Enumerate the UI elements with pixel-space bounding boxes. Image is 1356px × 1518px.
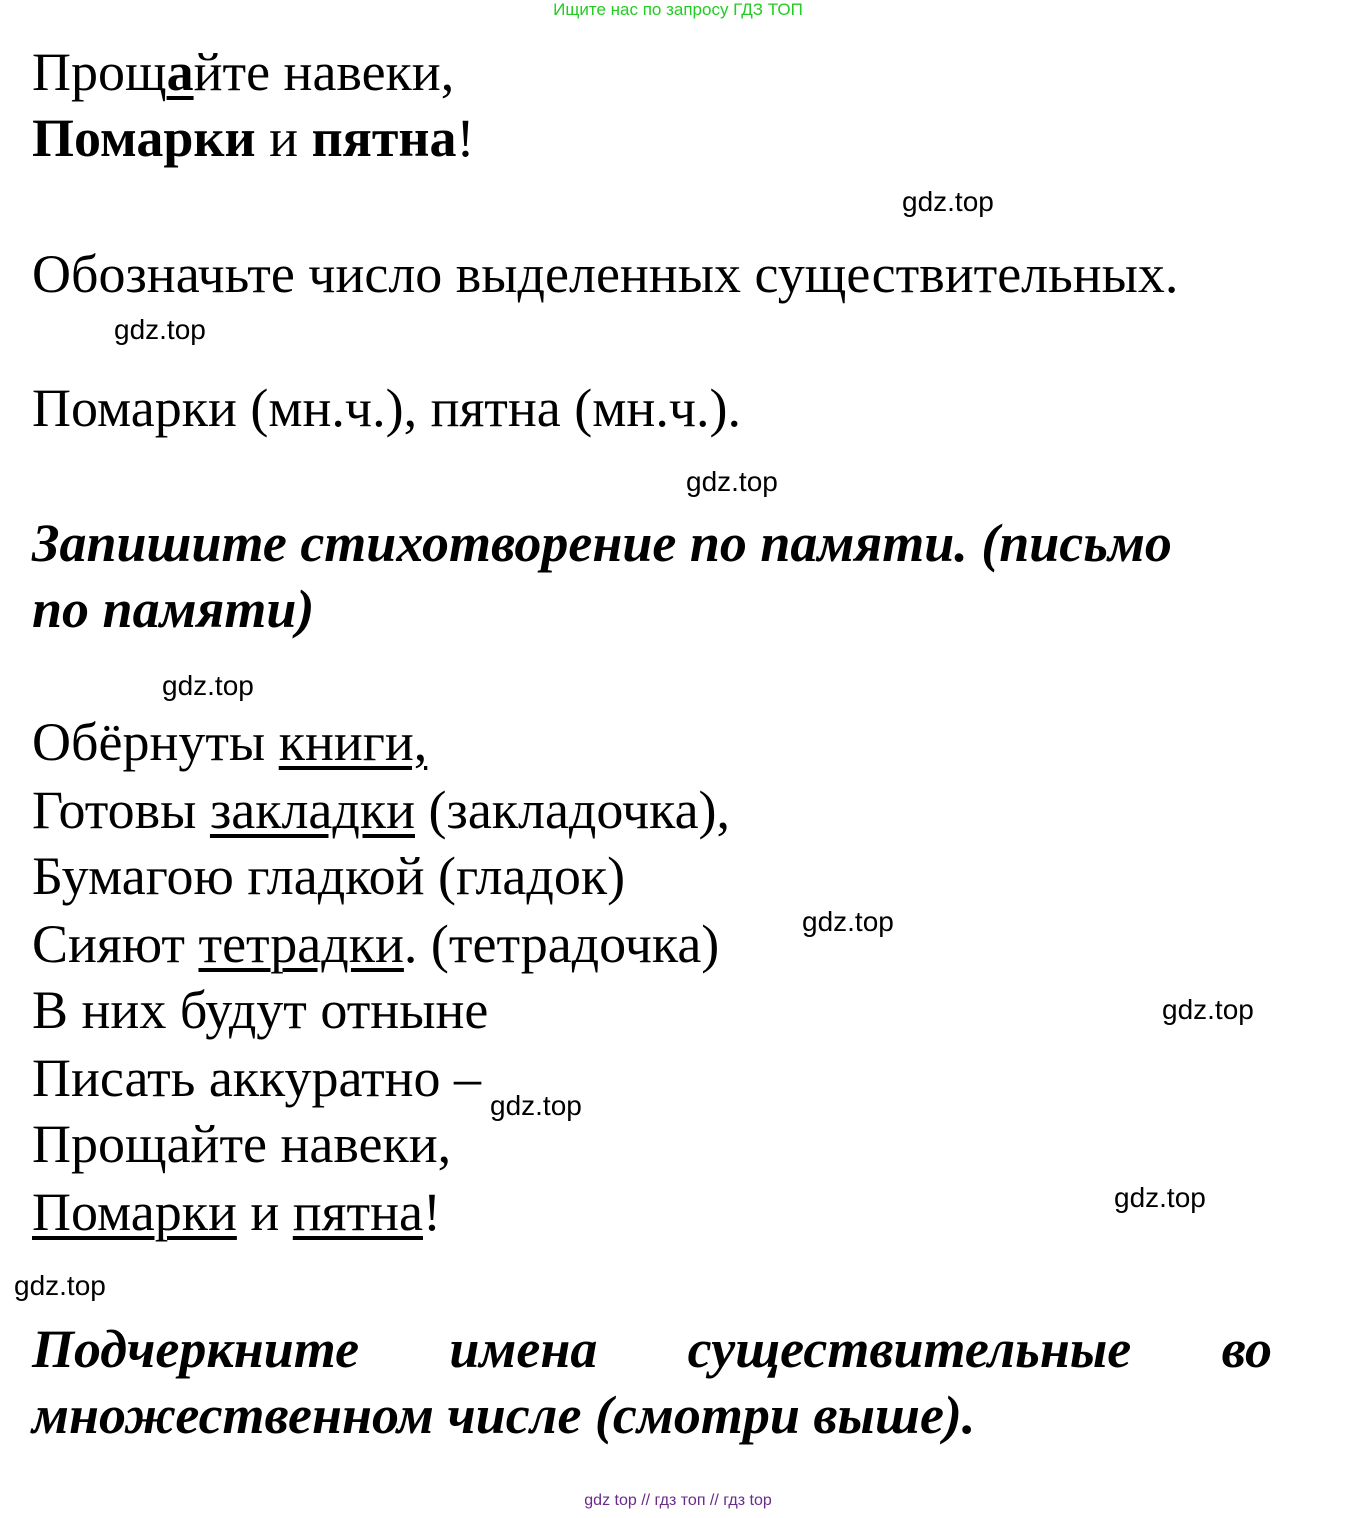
poem-line-2: Готовы закладки (закладочка), xyxy=(32,780,731,840)
poem-line-3: Бумагою гладкой (гладок) xyxy=(32,846,626,906)
watermark: gdz.top xyxy=(14,1270,106,1301)
watermark: gdz.top xyxy=(686,466,778,497)
stressed-letter: а xyxy=(166,42,194,102)
footer-watermark: gdz top // гдз топ // гдз top xyxy=(584,1492,772,1509)
watermark: gdz.top xyxy=(490,1090,582,1121)
highlighted-noun-pomarki: Помарки xyxy=(32,108,256,168)
task-2-line-1: Запишите стихотворение по памяти. (письмо xyxy=(32,513,1172,573)
watermark: gdz.top xyxy=(162,670,254,701)
underlined-noun-knigi: книги, xyxy=(278,712,428,772)
watermark: gdz.top xyxy=(802,906,894,937)
underlined-noun-tetradki: тетрадки xyxy=(198,914,404,974)
underlined-noun-zakladki: закладки xyxy=(209,780,415,840)
watermark: gdz.top xyxy=(1114,1182,1206,1213)
underlined-noun-pyatna: пятна xyxy=(292,1182,423,1242)
intro-line-1: Прощайте навеки, xyxy=(32,42,455,102)
poem-line-5: В них будут отныне xyxy=(32,980,489,1040)
task-3-line-1: Подчеркните имена существительные во xyxy=(32,1319,1272,1379)
poem-line-7: Прощайте навеки, xyxy=(32,1114,452,1174)
top-search-note: Ищите нас по запросу ГДЗ ТОП xyxy=(553,0,803,19)
watermark: gdz.top xyxy=(114,314,206,345)
highlighted-noun-pyatna: пятна xyxy=(311,108,457,168)
poem-line-8: Помарки и пятна! xyxy=(32,1182,441,1242)
poem-line-6: Писать аккуратно – xyxy=(32,1048,482,1108)
task-2-line-2: по памяти) xyxy=(32,579,315,639)
intro-line-2: Помарки и пятна! xyxy=(32,108,475,168)
task-3-line-2: множественном числе (смотри выше). xyxy=(32,1385,976,1445)
question-1: Обозначьте число выделенных существительных. xyxy=(32,244,1179,304)
poem-line-4: Сияют тетрадки. (тетрадочка) xyxy=(32,914,720,974)
underlined-noun-pomarki: Помарки xyxy=(32,1182,237,1242)
watermark: gdz.top xyxy=(902,186,994,217)
answer-1: Помарки (мн.ч.), пятна (мн.ч.). xyxy=(32,378,741,438)
watermark: gdz.top xyxy=(1162,994,1254,1025)
poem-line-1: Обёрнуты книги, xyxy=(32,712,428,772)
